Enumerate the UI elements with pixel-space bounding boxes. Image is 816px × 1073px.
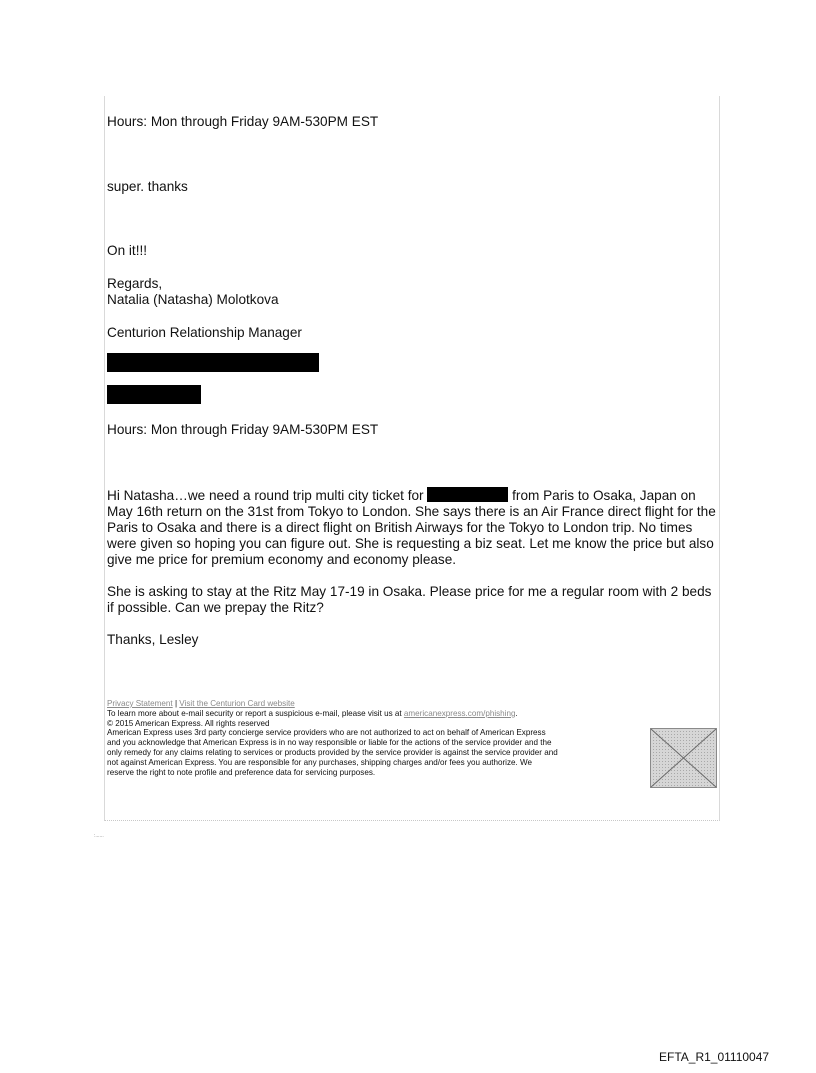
hotel-paragraph: She is asking to stay at the Ritz May 17-19 in Osaka. Please price for me a regular room with 2 beds if possible. Can we prepay the Ritz? [107, 584, 712, 615]
regards-text: Regards, [107, 276, 163, 291]
reply-text: On it!!! [107, 243, 148, 258]
disclaimer-line: reserve the right to note profile and preference data for servicing purposes. [107, 767, 376, 777]
sender-title: Centurion Relationship Manager [107, 325, 302, 340]
disclaimer-line: only remedy for any claims relating to services or products provided by the service provider is against the service provider and [107, 747, 558, 757]
security-text: To learn more about e-mail security or report a suspicious e-mail, please visit us at [107, 708, 402, 718]
reply-text: super. thanks [107, 179, 188, 194]
email-footer: Privacy Statement | Visit the Centurion Card website To learn more about e-mail security or report a suspicious e-mail, please visit us at americanexpress.com/phishing. © 2015 American Express. All rights reserved American Express uses 3rd party concierge service providers who are not authorized to act on behalf of American Express and you acknowledge that American Express is in no way responsible or liable for the actions of the service provider and the only remedy for any claims relating to services or products provided by the service provider is against the service provider and not against American Express. You are responsible for any purchases, shipping charges and/or fees you authorize. We reserve the right to note profile and preference data for servicing purposes. [107, 699, 655, 777]
centurion-card-link[interactable]: Visit the Centurion Card website [179, 699, 295, 708]
redaction-bar [107, 385, 201, 404]
document-id: EFTA_R1_01110047 [659, 1050, 770, 1064]
privacy-statement-link[interactable]: Privacy Statement [107, 699, 173, 708]
hours-text: Hours: Mon through Friday 9AM-530PM EST [107, 114, 379, 129]
request-paragraph: Hi Natasha…we need a round trip multi city ticket for from Paris to Osaka, Japan on May 16th return on the 31st from Tokyo to London. She says there is an Air France direct flight for the Paris to Osaka and there is a direct flight on British Airways for the Tokyo to London trip. No times were given so hoping you can figure out. She is requesting a biz seat. Let me know the price but also give me price for premium economy and economy please. [107, 488, 716, 567]
redaction-bar [427, 487, 508, 502]
sender-name: Natalia (Natasha) Molotkova [107, 292, 279, 307]
redaction-bar [107, 353, 319, 372]
disclaimer-line: American Express uses 3rd party concierge service providers who are not authorized to act on behalf of American Express [107, 728, 546, 738]
disclaimer-line: not against American Express. You are responsible for any purchases, shipping charges and/or fees you authorize. We [107, 757, 533, 767]
signoff-text: Thanks, Lesley [107, 632, 199, 647]
phishing-link[interactable]: americanexpress.com/phishing [403, 708, 516, 718]
small-mark-icon: :...... [94, 833, 104, 839]
disclaimer-line: and you acknowledge that American Express is in no way responsible or liable for the actions of the service provider and the [107, 738, 552, 748]
broken-image-icon [650, 728, 717, 788]
hours-text: Hours: Mon through Friday 9AM-530PM EST [107, 422, 379, 437]
link-separator: | [174, 699, 178, 708]
copyright-text: © 2015 American Express. All rights reserved [107, 718, 270, 728]
